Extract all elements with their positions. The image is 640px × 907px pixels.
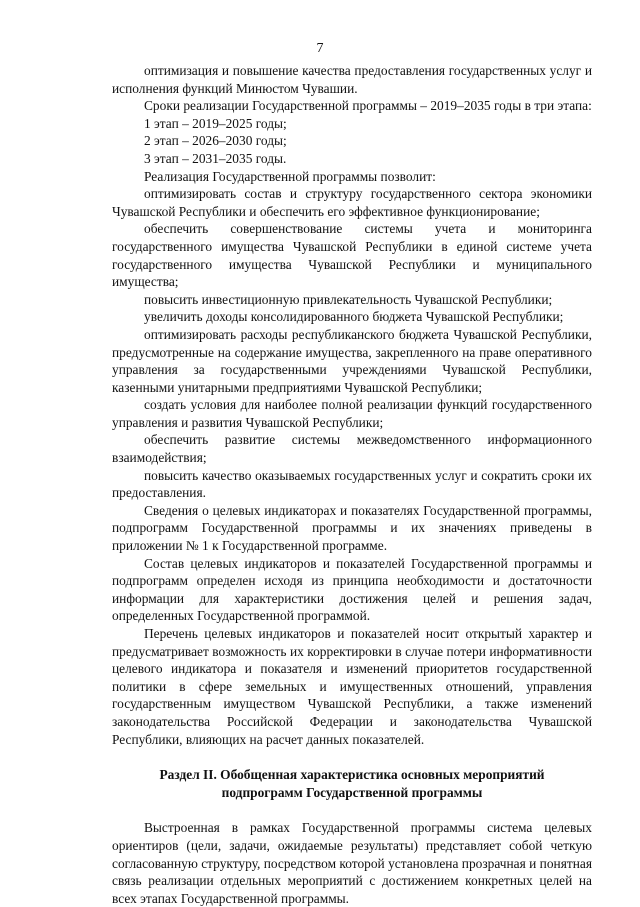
goal-improve-accounting: обеспечить совершенствование системы учета и мониторинга государственного имущества Чувашской Республики в единой системе учета государственного имущества Чувашской Республики и муниципального имущества; xyxy=(112,221,592,290)
stage-1: 1 этап – 2019–2025 годы; xyxy=(144,115,287,131)
document-body xyxy=(112,62,592,907)
section-heading-line-1: Раздел II. Обобщенная характеристика основных мероприятий xyxy=(159,767,545,783)
paragraph-target-system: Выстроенная в рамках Государственной программы система целевых ориентиров (цели, задачи, ожидаемые результаты) представляет собой четкую согласованную структуру, посредством которой установлена прозрачная и понятная связь реализации отдельных мероприятий с достижением конкретных целей на всех этапах Государственной программы. xyxy=(112,820,592,906)
paragraph-timeline: Сроки реализации Государственной программы – 2019–2035 годы в три этапа: xyxy=(144,98,592,114)
paragraph-indicators-composition: Состав целевых индикаторов и показателей Государственной программы и подпрограмм определен исходя из принципа необходимости и достаточности информации для характеристики достижения целей и решения задач, определенных Государственной программой. xyxy=(112,555,592,624)
goal-create-conditions: создать условия для наиболее полной реализации функций государственного управления и развития Чувашской Республики; xyxy=(112,397,592,430)
goal-optimize-structure: оптимизировать состав и структуру государственного сектора экономики Чувашской Республики и обеспечить его эффективное функционирование; xyxy=(112,186,592,219)
stage-3: 3 этап – 2031–2035 годы. xyxy=(144,150,287,166)
paragraph-quality-services: оптимизация и повышение качества предоставления государственных услуг и исполнения функций Минюстом Чувашии. xyxy=(112,63,592,96)
goal-investment: повысить инвестиционную привлекательность Чувашской Республики; xyxy=(144,291,553,307)
page-number: 7 xyxy=(316,41,324,56)
paragraph-program-allows: Реализация Государственной программы позволит: xyxy=(144,168,436,184)
goal-optimize-expenses: оптимизировать расходы республиканского бюджета Чувашской Республики, предусмотренные на содержание имущества, закрепленного на праве оперативного управления за государственными учреждениями Чувашской Республики, казенными унитарными предприятиями Чувашской Республики; xyxy=(112,326,592,395)
goal-increase-revenue: увеличить доходы консолидированного бюджета Чувашской Республики; xyxy=(144,309,564,325)
paragraph-indicators-list: Перечень целевых индикаторов и показателей носит открытый характер и предусматривает возможность их корректировки в случае потери информативности целевого индикатора и показателя и изменений приоритетов государственной политики в сфере земельных и имущественных отношений, управления государственным имуществом Чувашской Республики, а также изменений законодательства Российской Федерации и законодательства Чувашской Республики, влияющих на расчет данных показателей. xyxy=(112,626,592,747)
section-heading xyxy=(112,766,592,801)
stage-2: 2 этап – 2026–2030 годы; xyxy=(144,133,287,149)
paragraph-indicators-info: Сведения о целевых индикаторах и показателях Государственной программы, подпрограмм Государственной программы и их значениях приведены в приложении № 1 к Государственной программе. xyxy=(112,502,592,554)
goal-service-quality: повысить качество оказываемых государственных услуг и сократить сроки их предоставления. xyxy=(112,467,592,501)
goal-interagency: обеспечить развитие системы межведомственного информационного взаимодействия; xyxy=(112,432,592,466)
section-heading-line-2: подпрограмм Государственной программы xyxy=(221,784,483,800)
